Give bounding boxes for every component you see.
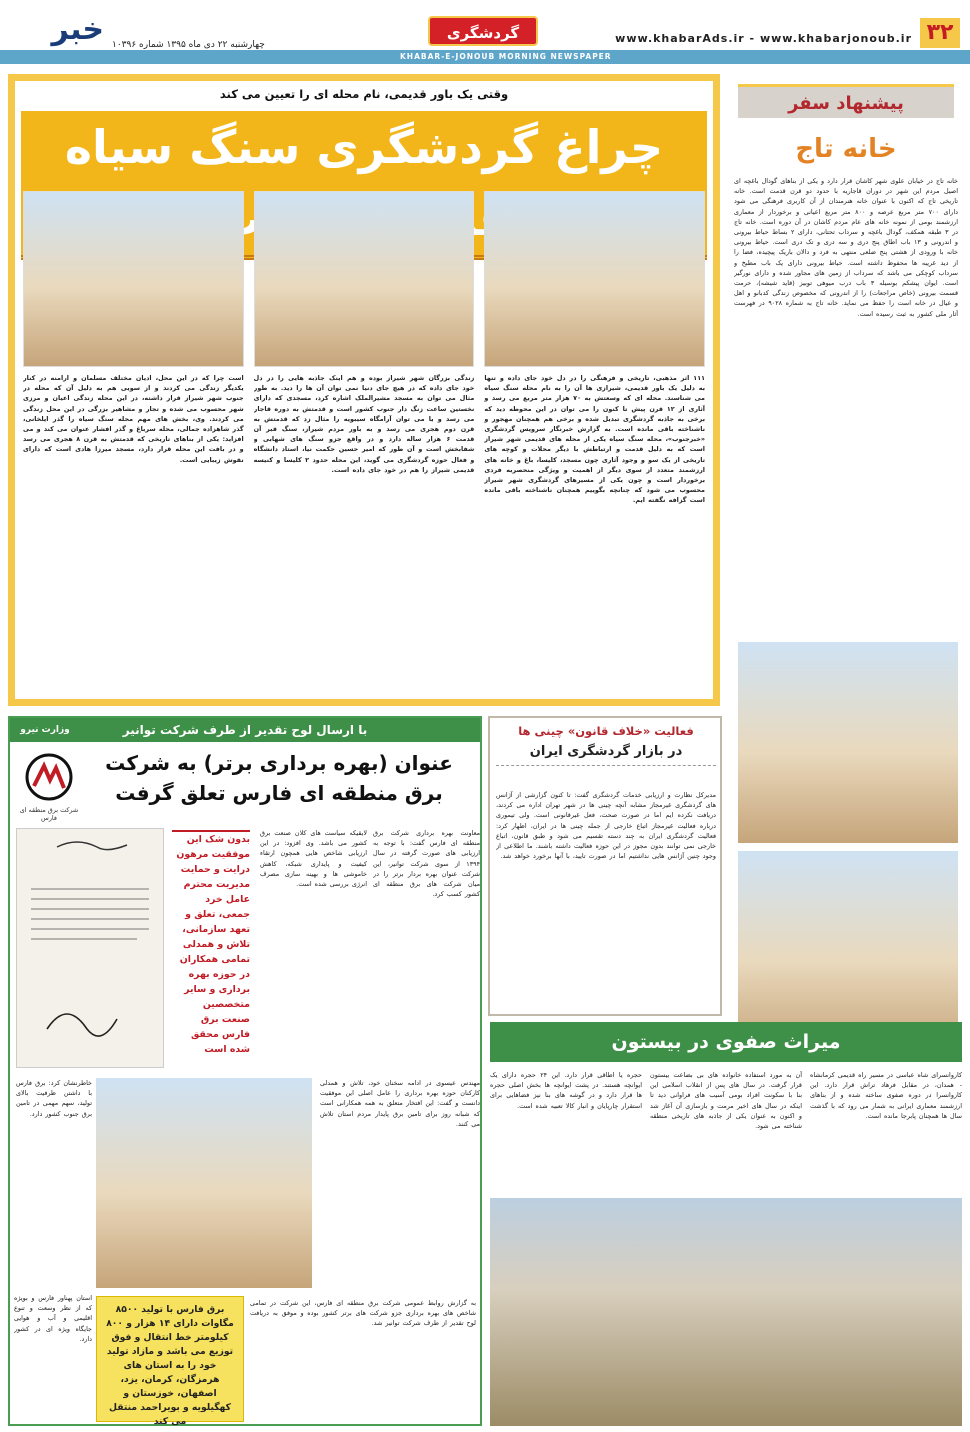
safavi-column-3: حجره یا اطاقی قرار دارد. این ۲۴ حجره دارای یک ایوانچه هستند. در پشت ایوانچه ها بخش اصلی حجره ها قرار دارد و در گوشه های بنا نیز فضاهایی برای استقرار چارپایان و انبار کالا تعبیه شده است. <box>490 1071 642 1110</box>
main-photo-row <box>23 191 705 367</box>
letter-lines-icon <box>17 829 163 1067</box>
certificate-letter-image <box>16 828 164 1068</box>
utility-text-d: استان پهناور فارس و بویژه که از نظر وسعت و تنوع اقلیمی و آب و هوایی جایگاه ویژه ای در کشور دارد. <box>14 1294 92 1343</box>
utility-text-a1: معاونت بهره برداری شرکت برق منطقه ای فارس گفت: با توجه به ارزیابی های صورت گرفته در سال ۱۳۹۴ از سوی شرکت توانیر، این شرکت عنوان بهره بردار برتر را در میان شرکت های برق منطقه ای کشور کسب کرد. <box>373 829 480 899</box>
issue-date: چهارشنبه ۲۲ دی ماه ۱۳۹۵ شماره ۱۰۳۹۶ <box>112 40 265 50</box>
safavi-column-1: کاروانسرای شاه عباسی در مسیر راه قدیمی کرمانشاه - همدان، در مقابل فرهاد تراش قرار دارد. این کاروانسرا در دوره صفوی ساخته شده و از بناهای ارزشمند معماری ایرانی به شمار می رود که با گذشت سال ها همچنان پابرجا مانده است. <box>810 1071 962 1120</box>
strip-text: KHABAR-E-JONOUB MORNING NEWSPAPER <box>400 52 612 61</box>
house-body: خانه تاج در خیابان علوی شهر کاشان قرار دارد و یکی از بناهای گودال باغچه ای اصیل مردم این شهر در دوران قاجاریه با حدود دو قرن قدمت است. خانه تاریخی تاج که اکنون با عنوان خانه هنرمندان از آن کاربری فرهنگی می شود دارای ۷۰۰ متر مربع عرصه و ۸۰۰ متر مربع اعیانی و برخوردار از معماری ارزشمند بومی از نمونه خانه های عام مردم کاشان در آن دوره است. خانه تاج در ۳ طبقه همکف، گودال باغچه و سرداب تحتانی، دارای ۲ بساط حیاط بیرونی و اندرونی و ۱۳ باب اطاق پنج دری و سه دری و تک دری است. حیاط بیرونی خانه با ورودی از هشتی پنج ضلعی منتهی به فرد و دالان باریک پیچیده، فضا را از دید غریبه ها محفوظ داشته است. حیاط بیرونی دارای یک باب مطبخ و سرداب کوچکی می باشد که سرداب از زمین های مجاور شده و دارای نورگیر است. ایوان پیشکم بوسیله ۳ باب درب میوهی توبیز (قاید شیشه)، حرمت قسمت بیرونی (خاص مراجعات) را از اندرونی که مخصوص زندگی کدبانو و اهل و عیال در خانه است را حفظ می نماید. خانه تاج به شماره ۹۰۲۸ در فهرست آثار ملی کشور به ثبت رسیده است. <box>734 177 958 318</box>
main-column-2: زندگی بزرگان شهر شیراز بوده و هم اینک جاذبه هایی را در دل خود جای داده که در هیچ جای دنیا نمی توان آن ها را دید. به طور مثال می توان به مسجد مشیرالملک اشاره کرد، مسجدی که دارای نخستین ساعت زنگ دار جنوب کشور است و قدمتش به دوره قاجار می رسد و یا می توان آرامگاه سیبویه را مثال زد که قدمتش به قرن دوم هجری می رسد و به باور مردم شیراز، سنگ قبر آن قدمت ۶ هزار ساله دارد و در واقع جزو سنگ های شهابی و شفابخش است و آن طور که امیر حسین حکمت نیا، استاد دانشگاه و فعال حوزه گردشگری می گوید، این محله حدود ۲ کلیسا و کنیسه قدیمی شیراز را هم در خود جای داده است. <box>253 374 475 474</box>
logo-caption: شرکت برق منطقه ای فارس <box>19 806 79 822</box>
middle-story <box>488 716 722 1016</box>
safavi-column-2: آن به مورد استفاده خانواده های بی بضاعت بیستون قرار گرفت. در سال های پس از انقلاب اسلامی این بنا با سکونت افراد بومی آسیب های فراوانی دید تا اینکه در سال های اخیر مرمت و بازسازی آن آغاز شد و اکنون به عنوان یکی از جاذبه های تاریخی منطقه شناخته می شود. <box>650 1071 802 1131</box>
caravanserai-photo <box>490 1198 962 1426</box>
house-photos <box>738 642 958 1052</box>
utility-headline: عنوان (بهره برداری برتر) به شرکت برق منطقه ای فارس تعلق گرفت <box>105 751 453 805</box>
section-tag: گردشگری <box>428 16 538 46</box>
yellow-highlight-box: برق فارس با تولید ۸۵۰۰ مگاوات دارای ۱۴ هزار و ۸۰۰ کیلومتر خط انتقال و فوق توزیع می باشد و مازاد تولید خود را به استان های هرمزگان، کرمان، یزد، اصفهان، خوزستان و کهگیلویه و بویراحمد منتقل می کند <box>96 1296 244 1422</box>
courtyard-photo <box>738 642 958 843</box>
safavi-text <box>490 1070 962 1190</box>
domed-building-photo <box>23 191 244 367</box>
house-title: خانه تاج <box>795 134 897 164</box>
utility-text-a2: لایقیکه سیاست های کلان صنعت برق کشور می باشد. وی افزود: در این ارزیابی شاخص هایی همچون ارتقاء کیفیت و پایداری شبکه، کاهش خاموشی ها و بهینه سازی مصرف انرژی بررسی شده است. <box>260 829 367 889</box>
utility-tagline: بدون شک این موفقیت مرهون درایت و حمایت مدیریت محترم عامل خرد جمعی، تعلق و تعهد سازمانی، تلاش و همدلی تمامی همکاران در حوزه بهره برداری و سایر متخصصین صنعت برق فارس محقق شده است <box>172 830 250 1076</box>
middle-kicker: فعالیت «خلاف قانون» چینی ها <box>518 724 694 738</box>
mosque-arch-photo <box>484 191 705 367</box>
utility-bar: با ارسال لوح تقدیر از طرف شرکت توانیر <box>10 718 480 742</box>
middle-headline: در بازار گردشگری ایران <box>496 744 716 766</box>
page-number: ۳۲ <box>920 18 960 48</box>
page-header <box>0 0 970 66</box>
power-company-logo-icon <box>24 752 74 802</box>
masthead-logo: خبر <box>51 12 104 47</box>
middle-body: مدیرکل نظارت و ارزیابی خدمات گردشگری گفت: تا کنون گزارشی از آژانس های گردشگری غیرمجاز مشابه آنچه چینی ها در شهر تهران اداره می کردند، دریافت نکرده ایم اما در صورت صحت، فعل غیرقانونی است. ولی تیموری درباره فعالیت غیرمجاز اتباع خارجی از جمله چینی ها در ایران، اظهار کرد: فعالیت گردشگری ایران به چند دسته تقسیم می شود و طبق قانون، اتباع خارجی نمی توانند بدون مجوز در این حوزه فعالیت داشته باشند. ما اطلاعی از وجود چنین آژانس هایی نداشتیم اما در صورت تایید، با آنها برخورد خواهد شد. <box>496 791 716 861</box>
utility-text-e: خاطرنشان کرد: برق فارس با داشتن ظرفیت بالای تولید، سهم مهمی در تامین برق جنوب کشور دارد. <box>16 1079 92 1118</box>
main-body <box>23 373 705 695</box>
safavi-bar: میراث صفوی در بیستون <box>490 1022 962 1062</box>
site-urls[interactable]: www.khabarAds.ir - www.khabarjonoub.ir <box>615 32 912 45</box>
utility-article <box>8 716 482 1426</box>
main-column-1: ۱۱۱ اثر مذهبی، تاریخی و فرهنگی را در دل خود جای داده و تنها به دلیل یک باور قدیمی، شیرازی ها آن را به نام محله سنگ سیاه می شناسند. محله ای که وسعتش به ۷۰ هزار متر مربع می رسد و آثاری از ۱۲ قرن پیش تا کنون را می توان در این محوطه دید که برخی به جاذبه گردشگری تبدیل شده و برخی هم همچنان مهجور و ناشناخته باقی مانده است. به گزارش خبرنگار سرویس گردشگری «خبرجنوب»، محله سنگ سیاه یکی از محله های قدیمی شهر شیراز است که به دلیل قدمت و ارتباطش با دیگر محلات و کوچه های تاریخی از یک سو و وجود آثاری چون مسجد، کلیسا، باغ و خانه های ارزشمند متعدد از سوی دیگر از اهمیت و ویژگی منحصربه فردی برخوردار است و چون یکی از مسیرهای گردشگری شهر شیراز محسوب می شود که چنانچه بگوییم همچنان ناشناخته باقی مانده است گزافه نگفته ایم. <box>484 374 705 505</box>
utility-text-b: به گزارش روابط عمومی شرکت برق منطقه ای فارس، این شرکت در تمامی شاخص های بهره برداری جزو شرکت های برتر کشور بوده و موفق به دریافت لوح تقدیر از طرف شرکت توانیر شد. <box>250 1299 476 1328</box>
main-kicker: وقتی یک باور قدیمی، نام محله ای را تعیین می کند <box>219 87 509 101</box>
main-column-3: است چرا که در این محل، ادیان مختلف مسلمان و ارامنه در کنار یکدیگر زندگی می کردند و از سویی هم به دلیل آن که محله در جنوب شهر شیراز قرار داشته، در این محله زندگی اعیان و مرزی شهر محسوب می شده و تجار و مشاهیر بزرگی در این محل زندگی می کردند. وی، بخش های مهم محله سنگ سیاه را گذر ایلخانی، گذر شاهزاده جمالی، محله سرباغ و گذر افشار عنوان می کند و می افزاید: یکی از بناهای تاریخی که قدمتش به قرن ۸ هجری می رسد و در بافت این محله قرار دارد، مسجد میرزا هادی است که دارای نقوش زیبایی است. <box>22 374 244 464</box>
travel-suggestion <box>730 76 962 710</box>
mausoleum-photo <box>254 191 475 367</box>
suggestion-banner: پیشنهاد سفر <box>738 84 954 118</box>
safavi-story <box>490 1022 962 1426</box>
award-ceremony-photo <box>96 1078 312 1288</box>
utility-text-c: مهندس عیسوی در ادامه سخنان خود، تلاش و همدلی کارکنان حوزه بهره برداری را عامل اصلی این موفقیت دانست و گفت: این افتخار متعلق به همه همکارانی است که شبانه روز برای تامین برق پایدار مردم استان تلاش می کنند. <box>320 1079 480 1128</box>
main-story <box>8 74 720 706</box>
main-headline: چراغ گردشگری سنگ سیاه <box>21 111 707 260</box>
ministry-label: وزارت نیرو <box>20 725 70 735</box>
utility-text-a <box>260 828 480 1088</box>
